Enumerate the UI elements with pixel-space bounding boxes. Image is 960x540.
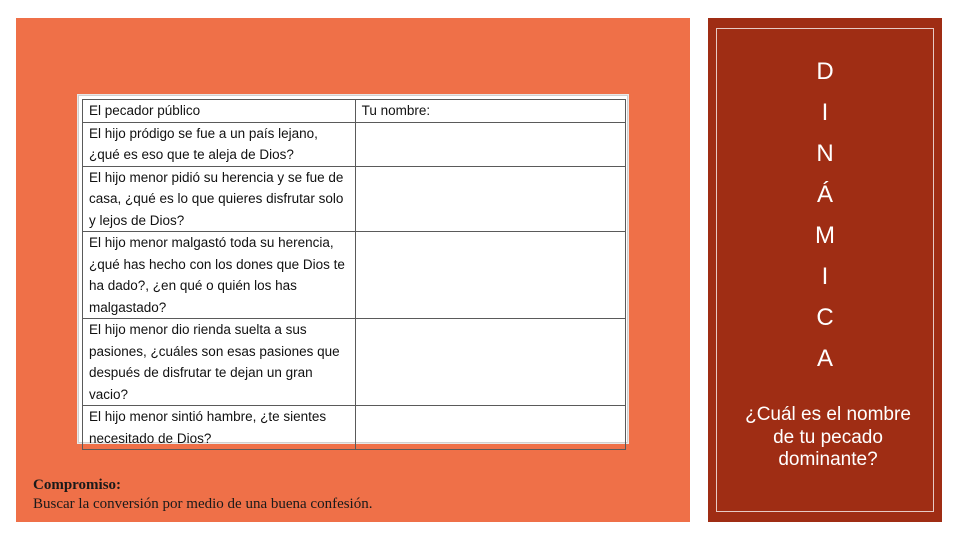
letter: N (816, 140, 834, 167)
answer-cell (355, 166, 625, 232)
answer-cell (355, 232, 625, 319)
commitment-block (33, 476, 372, 514)
letter: C (816, 304, 834, 331)
commitment-text: Buscar la conversión por medio de una buena confesión. (33, 496, 373, 512)
table-row (83, 319, 626, 406)
right-panel (708, 18, 942, 522)
question-cell: El hijo pródigo se fue a un país lejano, ¿qué es eso que te aleja de Dios? (83, 122, 356, 166)
letter: I (821, 99, 829, 126)
letter: I (821, 263, 829, 290)
worksheet-table (82, 99, 626, 450)
question-cell: El hijo menor pidió su herencia y se fue de casa, ¿qué es lo que quieres disfrutar solo y lejos de Dios? (83, 166, 356, 232)
table-row (83, 406, 626, 450)
table-row (83, 122, 626, 166)
letter: A (816, 345, 833, 372)
table-row (83, 232, 626, 319)
answer-cell (355, 319, 625, 406)
answer-cell (355, 122, 625, 166)
answer-cell (355, 406, 625, 450)
worksheet-image (78, 95, 628, 446)
header-title: El pecador público (83, 100, 356, 123)
question-cell: El hijo menor dio rienda suelta a sus pasiones, ¿cuáles son esas pasiones que después de disfrutar te dejan un gran vacio? (83, 319, 356, 406)
vertical-word (708, 51, 942, 379)
commitment-title: Compromiso: (33, 477, 122, 493)
letter: M (815, 222, 835, 249)
header-answer-label: Tu nombre: (355, 100, 625, 123)
question-cell: El hijo menor malgastó toda su herencia, ¿qué has hecho con los dones que Dios te ha dado?, ¿en qué o quién los has malgastado? (83, 232, 356, 319)
letter: D (816, 58, 834, 85)
question-cell: El hijo menor sintió hambre, ¿te sientes necesitado de Dios? (83, 406, 356, 450)
table-row (83, 166, 626, 232)
letter: Á (816, 181, 833, 208)
side-question: ¿Cuál es el nombre de tu pecado dominante? (745, 404, 911, 470)
table-header-row (83, 100, 626, 123)
